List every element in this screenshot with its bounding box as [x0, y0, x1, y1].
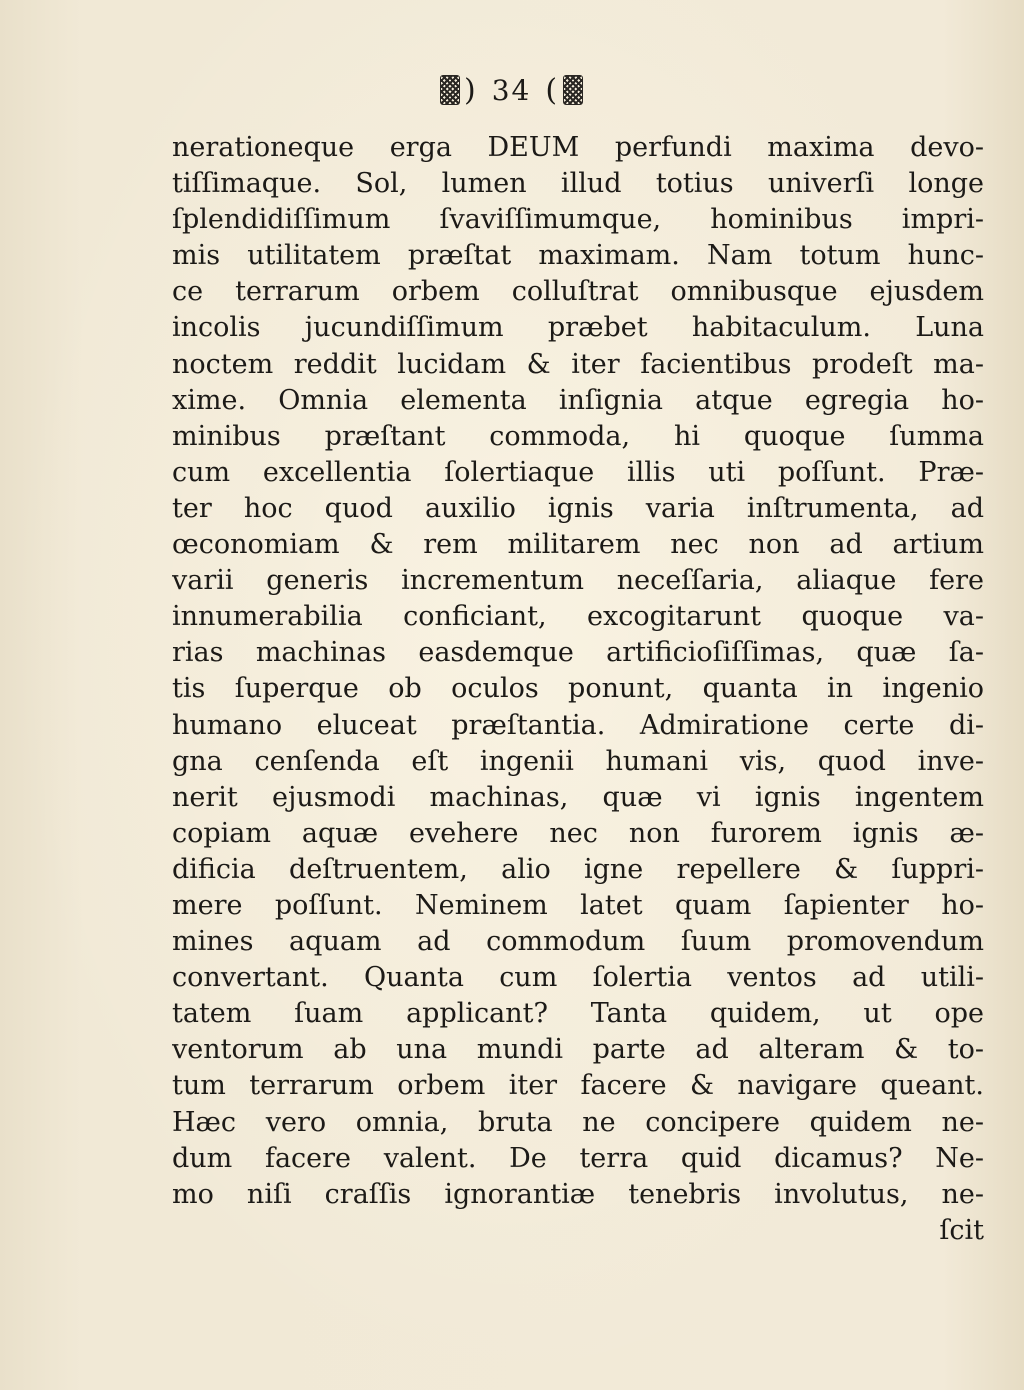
text-line: mo niſi craſſis ignorantiæ tenebris involutus, ne-: [172, 1178, 984, 1210]
catchword: ſcit: [939, 1214, 984, 1246]
text-line: tatem ſuam applicant? Tanta quidem, ut ope: [172, 998, 984, 1030]
text-line: rias machinas easdemque artificioſiſſimas, quæ ſa-: [172, 637, 984, 669]
ornament-right-icon: [563, 75, 583, 105]
text-line: ventorum ab una mundi parte ad alteram & to-: [172, 1034, 984, 1066]
text-line: tiſſimaque. Sol, lumen illud totius univerſi longe: [172, 168, 984, 200]
text-line: innumerabilia conficiant, excogitarunt quoque va-: [172, 601, 984, 633]
text-line: ter hoc quod auxilio ignis varia inſtrumenta, ad: [172, 492, 984, 524]
text-line: tum terrarum orbem iter facere & navigare queant.: [172, 1070, 984, 1102]
text-line: dum facere valent. De terra quid dicamus? Ne-: [172, 1142, 984, 1174]
page-header: [440, 70, 740, 110]
text-line: ce terrarum orbem colluſtrat omnibusque ejusdem: [172, 276, 984, 308]
text-line: nerit ejusmodi machinas, quæ vi ignis ingentem: [172, 781, 984, 813]
text-line: dificia deſtruentem, alio igne repellere & ſuppri-: [172, 853, 984, 885]
text-line: varii generis incrementum neceſſaria, aliaque fere: [172, 565, 984, 597]
text-line: tis ſuperque ob oculos ponunt, quanta in ingenio: [172, 673, 984, 705]
ornament-left-icon: [440, 75, 460, 105]
text-line: minibus præſtant commoda, hi quoque ſumma: [172, 420, 984, 452]
text-line: xime. Omnia elementa inſignia atque egregia ho-: [172, 384, 984, 416]
text-line: incolis jucundiſſimum præbet habitaculum. Luna: [172, 312, 984, 344]
text-line: mere poſſunt. Neminem latet quam ſapienter ho-: [172, 889, 984, 921]
text-line: gna cenſenda eſt ingenii humani vis, quod inve-: [172, 745, 984, 777]
text-line: convertant. Quanta cum ſolertia ventos ad utili-: [172, 962, 984, 994]
header-left-paren: ): [464, 72, 478, 108]
text-line: mines aquam ad commodum ſuum promovendum: [172, 926, 984, 958]
text-line: humano eluceat præſtantia. Admiratione certe di-: [172, 709, 984, 741]
text-line: noctem reddit lucidam & iter facientibus prodeſt ma-: [172, 348, 984, 380]
text-line: cum excellentia ſolertiaque illis uti poſſunt. Præ-: [172, 456, 984, 488]
text-line: mis utilitatem præſtat maximam. Nam totum hunc-: [172, 240, 984, 272]
page-number: 34: [491, 73, 532, 107]
text-line: copiam aquæ evehere nec non furorem ignis æ-: [172, 817, 984, 849]
text-line: œconomiam & rem militarem nec non ad artium: [172, 529, 984, 561]
text-line: nerationeque erga DEUM perfundi maxima devo-: [172, 132, 984, 163]
text-line: ſplendidiſſimum ſvaviſſimumque, hominibus impri-: [172, 204, 984, 236]
header-right-paren: (: [545, 72, 560, 108]
body-text: [172, 130, 984, 1249]
text-line: Hæc vero omnia, bruta ne concipere quidem ne-: [172, 1106, 984, 1138]
